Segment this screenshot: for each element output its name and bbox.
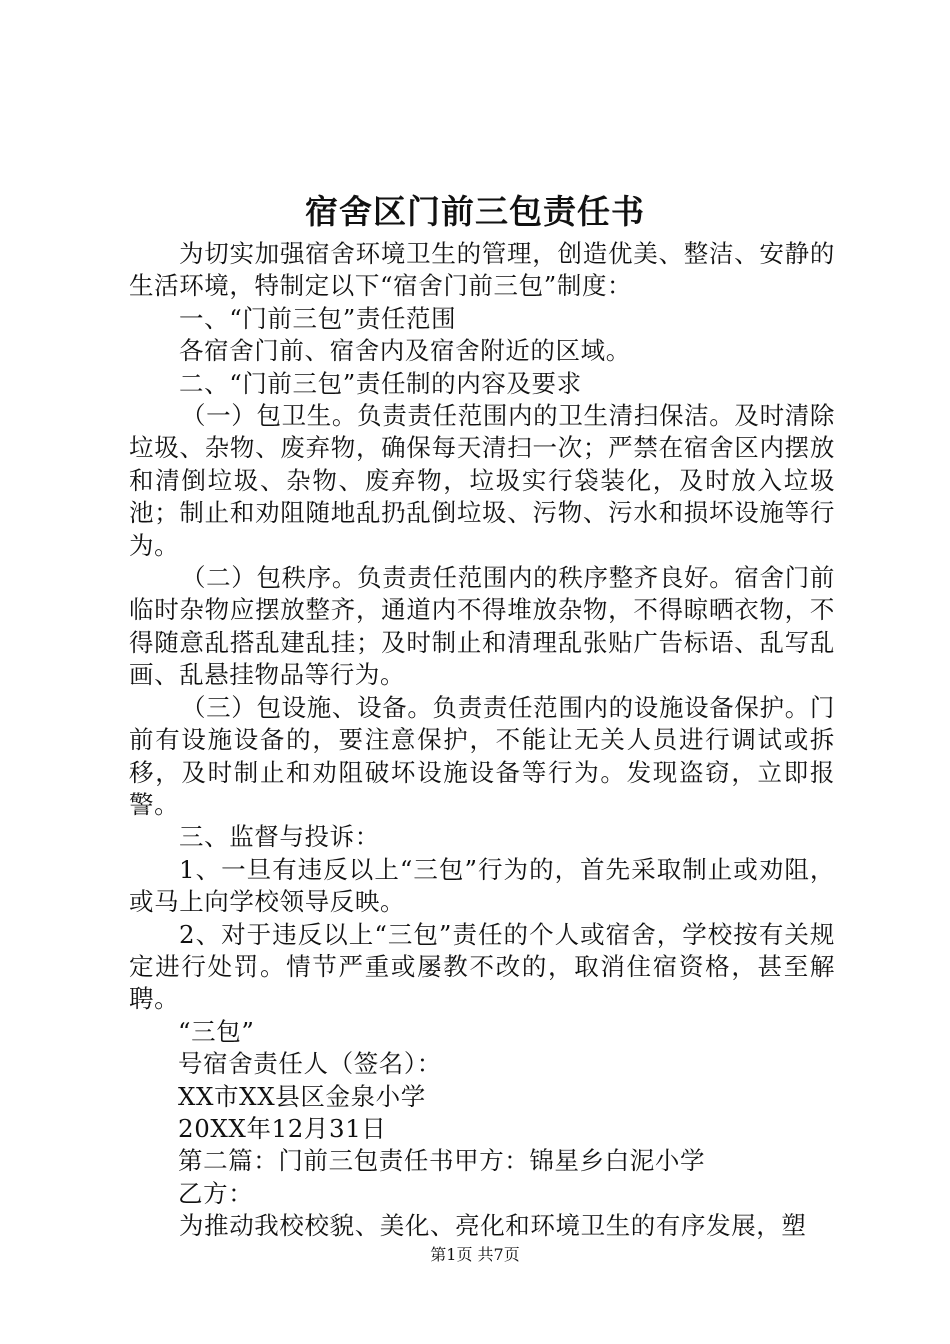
facilities-paragraph: （三）包设施、设备。负责责任范围内的设施设备保护。门前有设施设备的，要注意保护，不能让无关人员进行调试或拆移，及时制止和劝阻破坏设施设备等行为。发现盗窃，立即报警。 xyxy=(129,692,835,819)
order-paragraph: （二）包秩序。负责责任范围内的秩序整齐良好。宿舍门前临时杂物应摆放整齐，通道内不得堆放杂物，不得晾晒衣物，不得随意乱搭乱建乱挂；及时制止和清理乱张贴广告标语、乱写乱画、乱悬挂物品等行为。 xyxy=(129,563,835,690)
section-heading-supervision: 三、监督与投诉： xyxy=(179,822,380,852)
document-body xyxy=(129,238,835,1243)
intro-paragraph: 为切实加强宿舍环境卫生的管理，创造优美、整洁、安静的生活环境，特制定以下“宿舍门前三包”制度： xyxy=(129,239,835,301)
second-part-paragraph: 为推动我校校貌、美化、亮化和环境卫生的有序发展，塑 xyxy=(179,1211,807,1241)
document-date: 20XX年12月31日 xyxy=(178,1113,387,1143)
second-part-heading: 第二篇：门前三包责任书甲方：锦星乡白泥小学 xyxy=(178,1146,706,1176)
supervision-item-2: 2、对于违反以上“三包”责任的个人或宿舍，学校按有关规定进行处罚。情节严重或屡教不改的，取消住宿资格，甚至解聘。 xyxy=(129,919,835,1014)
document-title: 宿舍区门前三包责任书 xyxy=(305,192,645,231)
section-heading-scope: 一、“门前三包”责任范围 xyxy=(179,303,457,333)
scope-paragraph: 各宿舍门前、宿舍内及宿舍附近的区域。 xyxy=(179,336,631,366)
sanbao-label: “三包” xyxy=(178,1016,255,1046)
school-name: XX市XX县区金泉小学 xyxy=(178,1081,426,1111)
supervision-item-1: 1、一旦有违反以上“三包”行为的，首先采取制止或劝阻，或马上向学校领导反映。 xyxy=(129,854,835,917)
section-heading-content: 二、“门前三包”责任制的内容及要求 xyxy=(179,368,582,398)
hygiene-paragraph: （一）包卫生。负责责任范围内的卫生清扫保洁。及时清除垃圾、杂物、废弃物，确保每天清扫一次；严禁在宿舍区内摆放和清倒垃圾、杂物、废弃物，垃圾实行袋装化，及时放入垃圾池；制止和劝阻随地乱扔乱倒垃圾、污物、污水和损坏设施等行为。 xyxy=(129,401,835,560)
page-footer: 第1页 共7页 xyxy=(430,1245,520,1264)
signature-line: 号宿舍责任人（签名）： xyxy=(178,1049,442,1079)
party-b-line: 乙方： xyxy=(178,1178,254,1208)
